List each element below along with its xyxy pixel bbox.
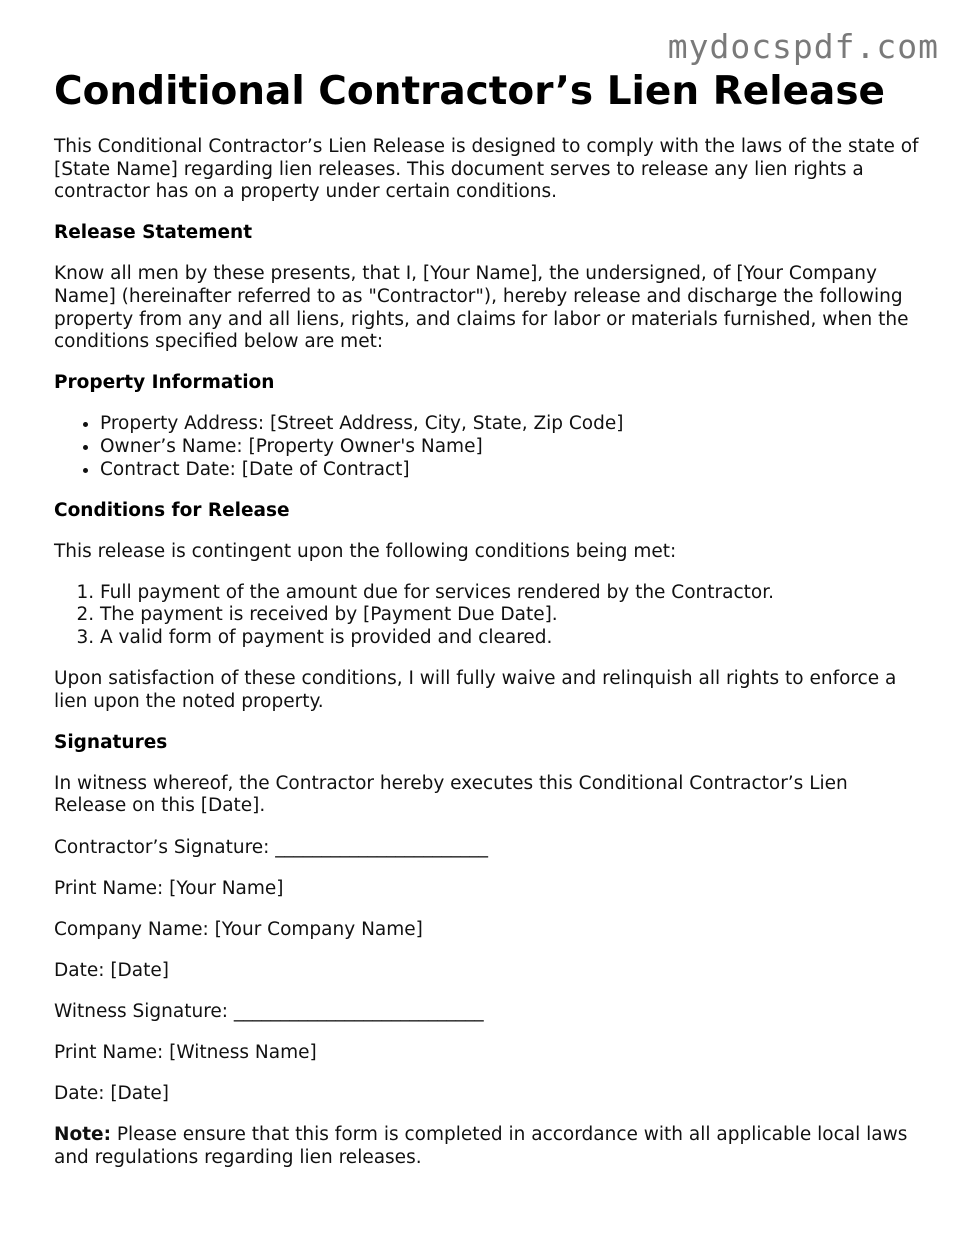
witness-signature-line: Witness Signature: ___________________________ [54, 1000, 484, 1022]
signatures-lead: In witness whereof, the Contractor hereby executes this Conditional Contractor’s Lien Release on this [Date]. [54, 772, 848, 817]
document-page [54, 68, 924, 1188]
list-item: • Property Address: [Street Address, City, State, Zip Code] [100, 413, 924, 436]
property-information-heading: Property Information [54, 372, 275, 394]
witness-print-name: Print Name: [Witness Name] [54, 1042, 317, 1064]
conditions-lead: This release is contingent upon the following conditions being met: [54, 540, 677, 562]
list-item: • Contract Date: [Date of Contract] [100, 459, 924, 482]
release-statement-text: Know all men by these presents, that I, [Your Name], the undersigned, of [Your Company Name] (hereinafter referred to as "Contractor"), hereby release and discharge the following property from any and all liens, rights, and claims for labor or materials furnished, when the conditions specified below are met: [54, 263, 909, 353]
document-title: Conditional Contractor’s Lien Release [54, 69, 885, 114]
company-name-line: Company Name: [Your Company Name] [54, 918, 423, 940]
list-item: 2. The payment is received by [Payment Due Date]. [100, 604, 924, 627]
note-text: Please ensure that this form is completed in accordance with all applicable local laws and regulations regarding lien releases. [54, 1124, 908, 1168]
contractor-print-name: Print Name: [Your Name] [54, 877, 284, 899]
conditions-closing: Upon satisfaction of these conditions, I will fully waive and relinquish all rights to enforce a lien upon the noted property. [54, 668, 897, 712]
list-item: 1. Full payment of the amount due for services rendered by the Contractor. [100, 582, 924, 605]
signatures-heading: Signatures [54, 731, 168, 753]
property-information-list [54, 413, 924, 481]
list-item: • Owner’s Name: [Property Owner's Name] [100, 436, 924, 459]
release-statement-heading: Release Statement [54, 222, 253, 244]
witness-date-line: Date: [Date] [54, 1083, 169, 1105]
contractor-date-line: Date: [Date] [54, 959, 169, 981]
intro-paragraph: This Conditional Contractor’s Lien Release is designed to comply with the laws of the state of [State Name] regarding lien releases. This document serves to release any lien rights a contractor has on a property under certain conditions. [54, 136, 919, 203]
note-paragraph [54, 1124, 924, 1169]
note-label: Note: [54, 1124, 111, 1146]
conditions-list [54, 582, 924, 650]
watermark: mydocspdf.com [667, 27, 939, 66]
conditions-heading: Conditions for Release [54, 499, 290, 521]
contractor-signature-line: Contractor’s Signature: _______________________ [54, 836, 489, 858]
list-item: 3. A valid form of payment is provided and cleared. [100, 627, 924, 650]
